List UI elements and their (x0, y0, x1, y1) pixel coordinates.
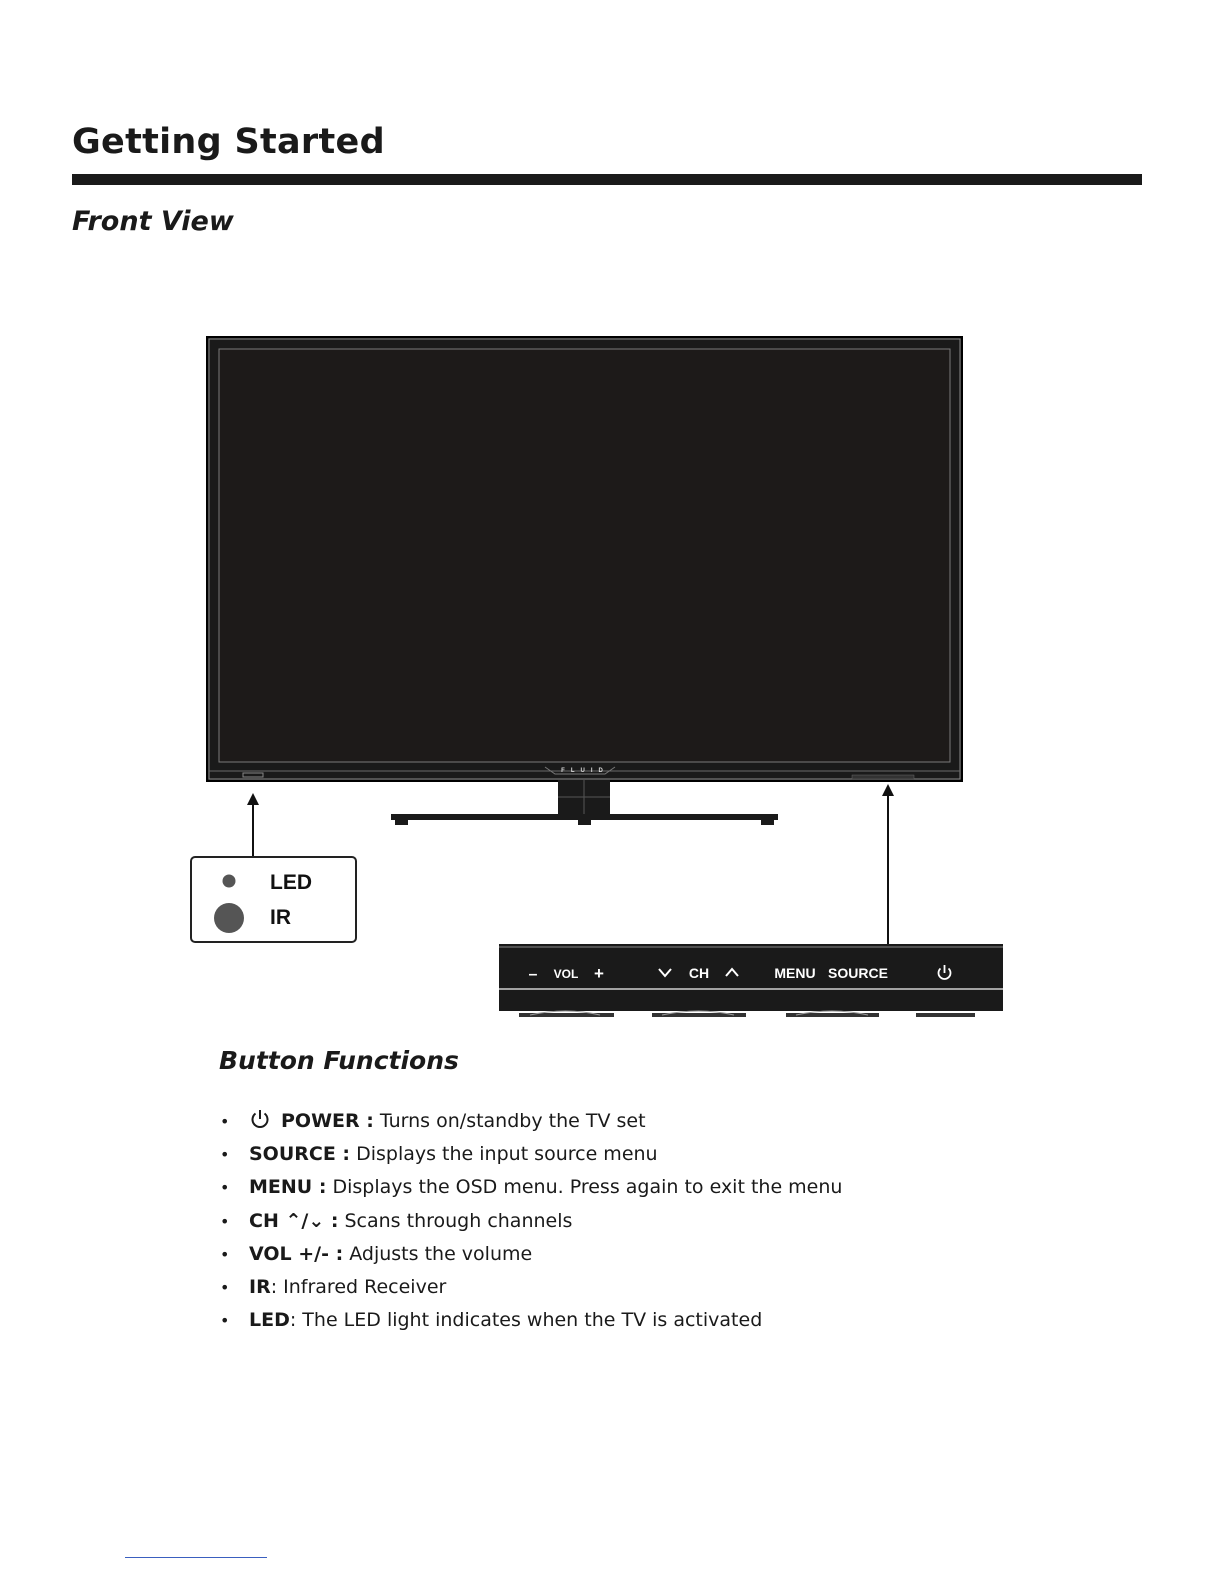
list-item (218, 1205, 1118, 1238)
list-item (218, 1138, 1118, 1171)
front-view-title: Front View (72, 206, 234, 237)
led-ir-callout (191, 857, 356, 942)
tv-body (207, 337, 962, 781)
source-label: SOURCE (828, 965, 888, 981)
list-item (218, 1304, 1118, 1337)
function-key: SOURCE : (249, 1143, 351, 1166)
led-label: LED (270, 871, 312, 894)
function-desc: Adjusts the volume (343, 1242, 533, 1265)
control-buttons-strip (852, 775, 914, 779)
function-desc: Displays the input source menu (350, 1143, 658, 1166)
bullet: • (220, 1244, 230, 1264)
panel-arrow (882, 784, 894, 945)
vol-plus-button: + (594, 964, 604, 983)
ch-label: CH (688, 965, 710, 981)
function-key: LED (249, 1309, 290, 1332)
page-title: Getting Started (72, 122, 385, 162)
tv-stand (391, 780, 778, 825)
bullet: • (220, 1277, 230, 1297)
ir-label: IR (270, 906, 291, 929)
brand-logo: FLUID (561, 768, 609, 774)
bullet: • (220, 1178, 230, 1198)
tv-screen (219, 349, 950, 762)
function-desc: : The LED light indicates when the TV is activated (289, 1309, 763, 1332)
led-indicator-icon (223, 875, 236, 888)
menu-label: MENU (774, 965, 816, 981)
bullet: • (220, 1211, 230, 1231)
ir-sensor-icon (214, 903, 244, 933)
function-key: VOL +/- : (249, 1242, 344, 1265)
led-arrow (247, 793, 259, 857)
bullet: • (220, 1145, 230, 1165)
bullet: • (220, 1311, 230, 1331)
function-key: MENU : (249, 1176, 327, 1199)
vol-label: VOL (553, 967, 579, 981)
vol-minus-button: – (528, 966, 538, 983)
button-functions-title: Button Functions (219, 1046, 459, 1075)
function-desc: Displays the OSD menu. Press again to exit the menu (326, 1176, 843, 1199)
button-functions-list (218, 1105, 1118, 1337)
function-desc: : Infrared Receiver (270, 1275, 447, 1298)
physical-buttons (519, 1011, 975, 1017)
power-icon (249, 1108, 271, 1130)
function-desc: Turns on/standby the TV set (373, 1110, 646, 1132)
list-item (218, 1271, 1118, 1304)
list-item (218, 1238, 1118, 1271)
function-desc: Scans through channels (338, 1209, 573, 1232)
function-key: CH ⌃/⌄ : (249, 1209, 339, 1232)
function-key: POWER : (281, 1110, 374, 1132)
footer-rule (125, 1557, 267, 1558)
bullet: • (220, 1112, 230, 1131)
list-item (218, 1171, 1118, 1204)
control-panel-closeup (499, 944, 1003, 1017)
function-key: IR (249, 1275, 271, 1298)
list-item (218, 1105, 1118, 1138)
